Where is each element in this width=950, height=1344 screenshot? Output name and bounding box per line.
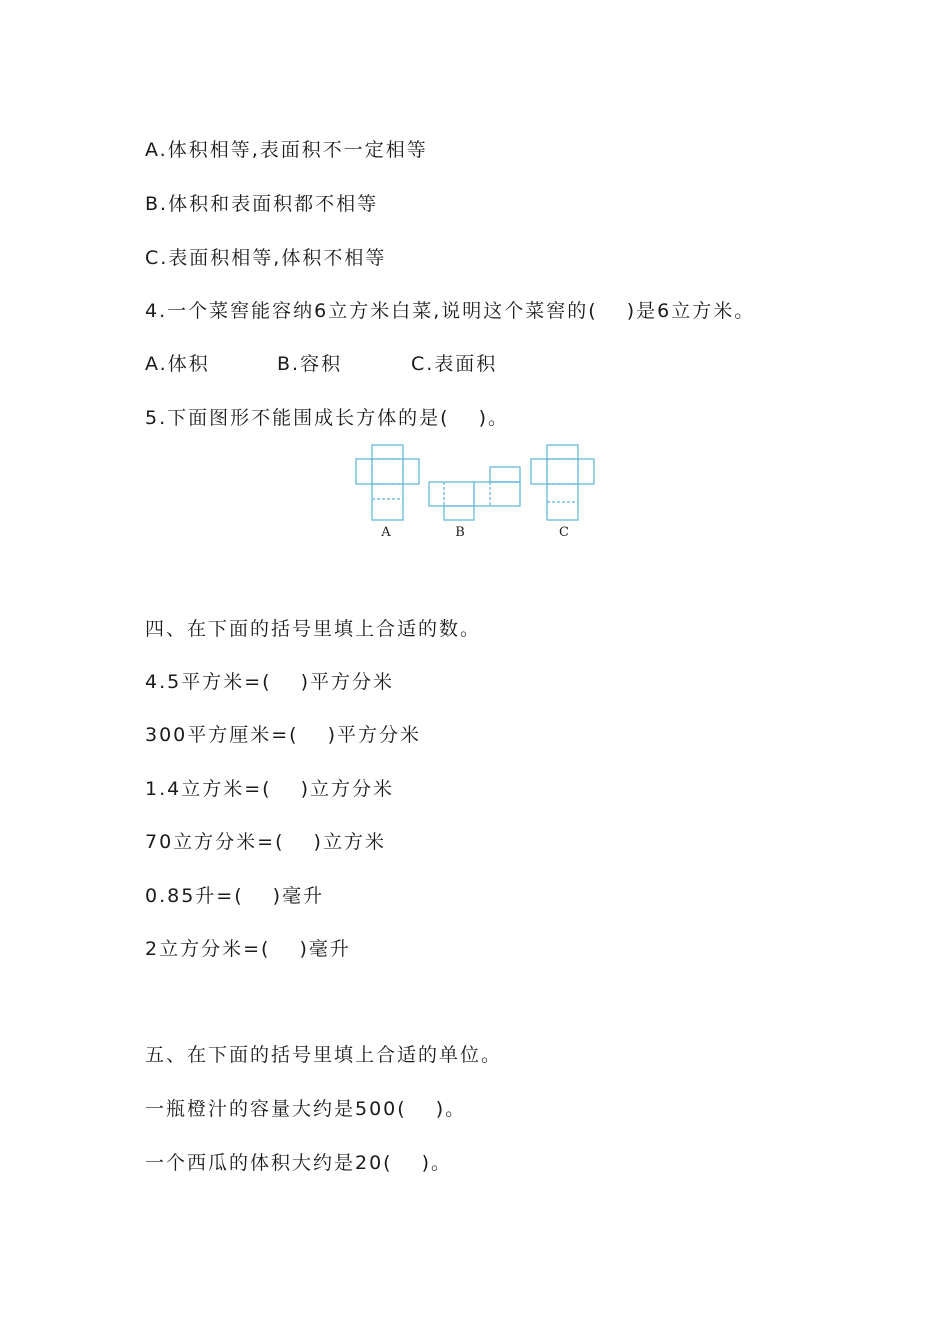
net-label-b: B <box>455 525 465 540</box>
net-a <box>356 445 419 520</box>
section-4-item: 4.5平方米=( )平方分米 <box>145 671 395 693</box>
section-5-item: 一瓶橙汁的容量大约是500( )。 <box>145 1098 467 1120</box>
net-label-a: A <box>381 525 391 540</box>
cuboid-nets-figure <box>350 440 600 544</box>
option-4b: B.容积 <box>277 353 343 375</box>
option-3c: C.表面积相等,体积不相等 <box>145 247 387 269</box>
option-4a: A.体积 <box>145 353 210 375</box>
section-4-item: 0.85升=( )毫升 <box>145 885 325 907</box>
section-5-title: 五、在下面的括号里填上合适的单位。 <box>145 1044 503 1066</box>
section-4-title: 四、在下面的括号里填上合适的数。 <box>145 618 482 640</box>
section-4-item: 2立方分米=( )毫升 <box>145 938 351 960</box>
section-5-item: 一个西瓜的体积大约是20( )。 <box>145 1152 453 1174</box>
option-3b: B.体积和表面积都不相等 <box>145 193 379 215</box>
option-4c: C.表面积 <box>411 353 498 375</box>
section-4-item: 300平方厘米=( )平方分米 <box>145 724 422 746</box>
net-b <box>429 467 520 520</box>
net-c <box>531 445 594 520</box>
question-5-stem: 5.下面图形不能围成长方体的是( )。 <box>145 407 509 429</box>
option-3a: A.体积相等,表面积不一定相等 <box>145 139 428 161</box>
net-label-c: C <box>559 525 569 540</box>
question-4-stem: 4.一个菜窖能容纳6立方米白菜,说明这个菜窖的( )是6立方米。 <box>145 300 756 322</box>
section-4-item: 70立方分米=( )立方米 <box>145 831 386 853</box>
section-4-item: 1.4立方米=( )立方分米 <box>145 778 395 800</box>
